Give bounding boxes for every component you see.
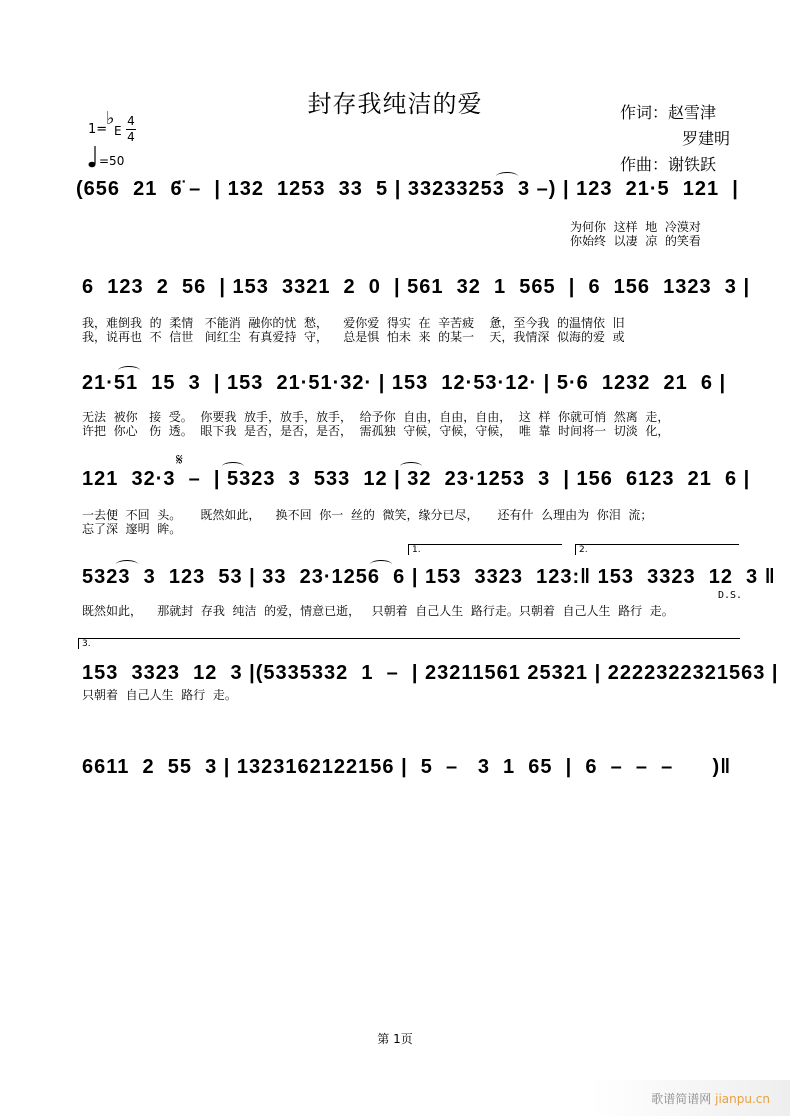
lyric-verse-1: 只朝着 自己人生 路行 走。 bbox=[82, 688, 237, 702]
tie-mark bbox=[400, 462, 422, 471]
tie-mark bbox=[370, 560, 392, 569]
lyric-verse-1: 既然如此， 那就封 存我 纯洁 的爱，情意已逝， 只朝着 自己人生 路行走。只朝着 自己人生 路行 走。 bbox=[82, 604, 674, 618]
tie-mark bbox=[116, 560, 138, 569]
lyricist-credit: 作词：赵雪津 bbox=[620, 103, 717, 122]
key-name: E bbox=[114, 124, 122, 138]
lyric-verse-2: 我，说再也 不 信世 间红尘 有真爱持 守， 总是惧 怕未 来 的某一 天，我情深 似海的爱 或 bbox=[82, 330, 625, 344]
tempo: =50 bbox=[99, 154, 125, 168]
watermark-en: jianpu.cn bbox=[715, 1092, 770, 1106]
notation: 153 3323 12 3 |(5335332 1 – | 23211561 25321 | 2222322321563 | bbox=[82, 662, 779, 684]
notation: 6611 2 55 3 | 1323162122156 | 5 – 3 1 65 | 6 – – – )‖ bbox=[82, 756, 732, 778]
segno-icon: 𝄋 bbox=[176, 450, 183, 469]
song-title: 封存我纯洁的爱 bbox=[307, 90, 483, 118]
notation: 21·51 15 3 | 153 21·51·32· | 153 12·53·12· | 5·6 1232 21 6 | bbox=[82, 372, 727, 394]
flat-icon: ♭ bbox=[106, 108, 115, 129]
volta-2: 2. bbox=[575, 544, 739, 555]
notation: 5323 3 123 53 | 33 23·1256 6 | 153 3323 123:‖ 153 3323 12 3 ‖ bbox=[82, 566, 776, 588]
tie-mark bbox=[118, 366, 140, 375]
volta-1: 1. bbox=[408, 544, 562, 555]
notation: 121 32·3 – | 5323 3 533 12 | 32 23·1253 3 | 156 6123 21 6 | bbox=[82, 468, 751, 490]
lyric-verse-2: 忘了深 邃明 眸。 bbox=[82, 522, 182, 536]
tie-mark bbox=[496, 172, 518, 181]
lyric-verse-1: 为何你 这样 地 冷漠对 bbox=[570, 220, 701, 234]
quarter-note-icon bbox=[88, 146, 96, 168]
lyric-verse-2: 许把 你心 伤 透。 眼下我 是否，是否，是否， 需孤独 守候，守候，守候， 唯 靠 时间将一 切淡 化， bbox=[82, 424, 670, 438]
notation: 6 123 2 56 | 153 3321 2 0 | 561 32 1 565 | 6 156 1323 3 | bbox=[82, 276, 751, 298]
ds-marking: D.S. bbox=[718, 590, 743, 601]
lyric-verse-1: 我，难倒我 的 柔情 不能消 融你的忧 愁， 爱你爱 得实 在 辛苦疲 惫，至今我 的温情依 旧 bbox=[82, 316, 625, 330]
key-label: 1= bbox=[88, 122, 108, 137]
lyric-verse-2: 你始终 以凄 凉 的笑看 bbox=[570, 234, 701, 248]
watermark bbox=[590, 1080, 790, 1116]
time-top: 4 bbox=[127, 114, 135, 128]
lyric-verse-1: 无法 被你 接 受。 你要我 放手，放手，放手， 给予你 自由，自由，自由， 这 样 你就可悄 然离 走， bbox=[82, 410, 670, 424]
notation: (656 21 6̈ – | 132 1253 33 5 | 33233253 3 –) | 123 21·5 121 | bbox=[76, 178, 739, 200]
composer-credit: 作曲：谢铁跃 bbox=[620, 155, 717, 174]
time-signature bbox=[126, 114, 136, 145]
volta-3: 3. bbox=[78, 638, 740, 649]
tie-mark bbox=[222, 462, 244, 471]
lyric-verse-1: 一去便 不回 头。 既然如此， 换不回 你一 丝的 微笑，缘分已尽， 还有什 么理由为 你泪 流； bbox=[82, 508, 653, 522]
page-number: 第 1页 bbox=[377, 1032, 413, 1046]
lyricist-credit-2: 罗建明 bbox=[682, 129, 731, 148]
key-signature bbox=[88, 122, 107, 137]
time-bottom: 4 bbox=[127, 130, 135, 144]
watermark-cn: 歌谱简谱网 bbox=[651, 1092, 712, 1106]
